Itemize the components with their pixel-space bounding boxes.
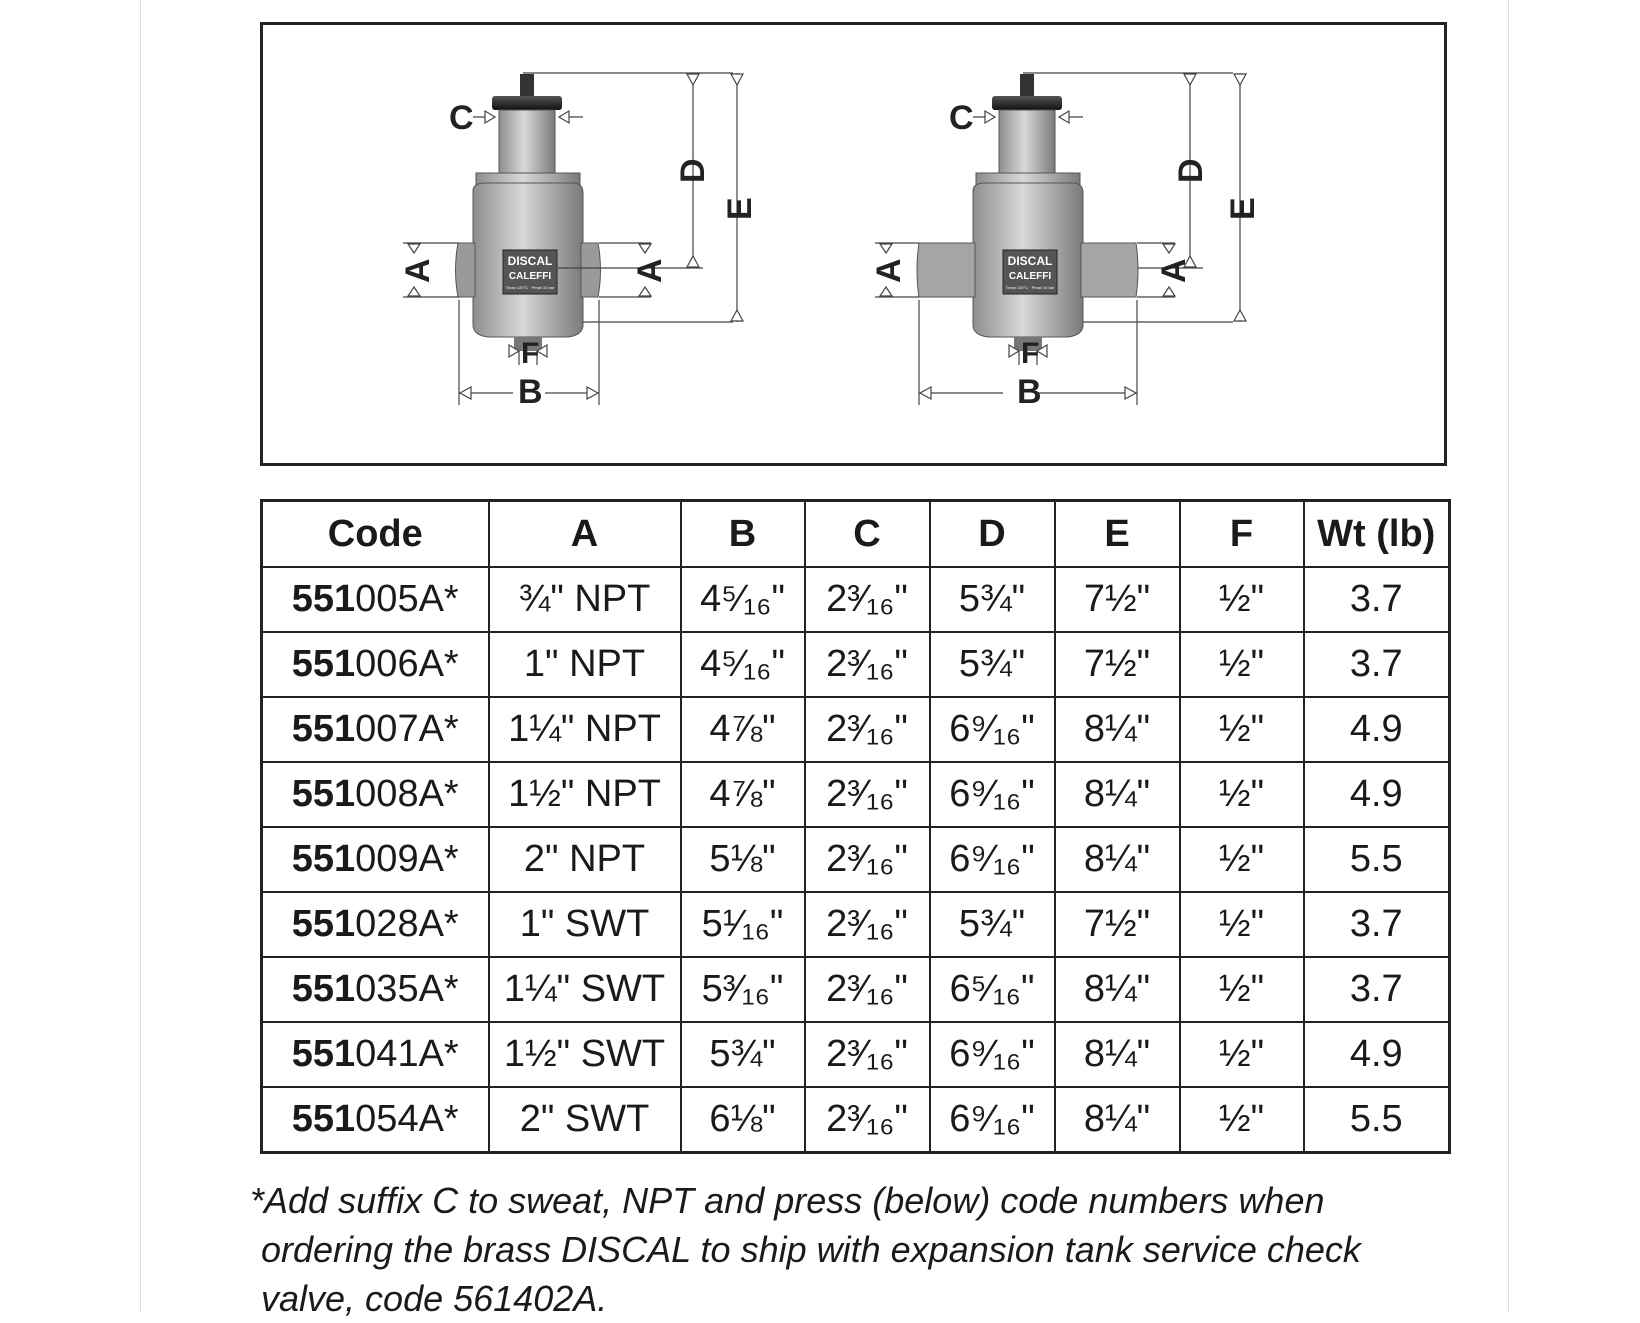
left-thread (456, 243, 476, 297)
cell-weight: 4.9 (1304, 762, 1450, 827)
label-e: E (1224, 197, 1262, 220)
cell-d: 5¾" (930, 632, 1055, 697)
cell-c: 2³⁄₁₆" (805, 957, 930, 1022)
cell-b: 5³⁄₁₆" (681, 957, 805, 1022)
dimension-diagram-svg (263, 25, 1444, 463)
header-b: B (681, 501, 805, 568)
cell-e: 8¼" (1055, 1022, 1180, 1087)
table-row (262, 762, 1450, 827)
cell-a: 1" SWT (489, 892, 681, 957)
badge-product: DISCAL (507, 254, 553, 268)
cell-e: 8¼" (1055, 1087, 1180, 1153)
cell-c: 2³⁄₁₆" (805, 762, 930, 827)
cell-code (262, 762, 489, 827)
cell-e: 8¼" (1055, 957, 1180, 1022)
cell-weight: 3.7 (1304, 892, 1450, 957)
cell-d: 6⁹⁄₁₆" (930, 1087, 1055, 1153)
code-suffix: 028A* (355, 903, 459, 945)
code-prefix: 551 (291, 578, 356, 620)
cell-weight: 3.7 (1304, 957, 1450, 1022)
cell-weight: 3.7 (1304, 567, 1450, 632)
right-thread (581, 243, 601, 297)
cell-c: 2³⁄₁₆" (805, 567, 930, 632)
cell-weight: 5.5 (1304, 1087, 1450, 1153)
cell-c: 2³⁄₁₆" (805, 1087, 930, 1153)
cell-c: 2³⁄₁₆" (805, 697, 930, 762)
cell-d: 6⁹⁄₁₆" (930, 1022, 1055, 1087)
cell-d: 6⁹⁄₁₆" (930, 762, 1055, 827)
badge-maker: CALEFFI (1008, 271, 1052, 282)
cell-weight: 4.9 (1304, 1022, 1450, 1087)
cell-c: 2³⁄₁₆" (805, 892, 930, 957)
cell-f: ½" (1180, 1087, 1304, 1153)
label-f: F (1021, 337, 1040, 370)
cell-e: 7½" (1055, 892, 1180, 957)
footnote (250, 1176, 1450, 1323)
label-c: C (449, 99, 474, 137)
cell-a: ¾" NPT (489, 567, 681, 632)
air-vent-stem (1020, 74, 1034, 96)
cell-a: 1½" NPT (489, 762, 681, 827)
cell-c: 2³⁄₁₆" (805, 827, 930, 892)
cell-b: 5¾" (681, 1022, 805, 1087)
cell-e: 7½" (1055, 632, 1180, 697)
badge-product: DISCAL (1007, 254, 1053, 268)
cell-c: 2³⁄₁₆" (805, 632, 930, 697)
cell-code (262, 697, 489, 762)
cell-a: 1¼" NPT (489, 697, 681, 762)
table-row (262, 632, 1450, 697)
cell-a: 2" SWT (489, 1087, 681, 1153)
cell-f: ½" (1180, 762, 1304, 827)
header-c: C (805, 501, 930, 568)
cell-d: 5¾" (930, 567, 1055, 632)
cell-f: ½" (1180, 632, 1304, 697)
label-f: F (521, 337, 540, 370)
cell-b: 6⅛" (681, 1087, 805, 1153)
header-weight: Wt (lb) (1304, 501, 1450, 568)
table-row (262, 567, 1450, 632)
cell-e: 8¼" (1055, 762, 1180, 827)
table-row (262, 957, 1450, 1022)
cell-code (262, 632, 489, 697)
upper-chamber (499, 110, 555, 173)
code-prefix: 551 (291, 708, 356, 750)
table-row (262, 1087, 1450, 1153)
cell-b: 4⅞" (681, 762, 805, 827)
cell-code (262, 567, 489, 632)
right-sweat-end (1081, 243, 1138, 297)
cell-c: 2³⁄₁₆" (805, 1022, 930, 1087)
header-code: Code (262, 501, 489, 568)
cell-weight: 3.7 (1304, 632, 1450, 697)
code-prefix: 551 (291, 838, 356, 880)
cell-d: 6⁹⁄₁₆" (930, 697, 1055, 762)
vent-cap (992, 96, 1062, 110)
cell-a: 1½" SWT (489, 1022, 681, 1087)
dimension-diagram (260, 22, 1447, 466)
cell-e: 8¼" (1055, 827, 1180, 892)
code-suffix: 006A* (355, 643, 459, 685)
code-suffix: 009A* (355, 838, 459, 880)
table-header-row (262, 501, 1450, 568)
header-a: A (489, 501, 681, 568)
footnote-line-1: *Add suffix C to sweat, NPT and press (below) code numbers when (250, 1180, 1325, 1221)
code-suffix: 007A* (355, 708, 459, 750)
cell-e: 8¼" (1055, 697, 1180, 762)
table-row (262, 697, 1450, 762)
table-row (262, 827, 1450, 892)
cell-d: 5¾" (930, 892, 1055, 957)
cell-a: 1" NPT (489, 632, 681, 697)
code-prefix: 551 (291, 903, 356, 945)
page-edge-right (1508, 0, 1509, 1313)
code-suffix: 041A* (355, 1033, 459, 1075)
left-sweat-end (917, 243, 975, 297)
cell-a: 1¼" SWT (489, 957, 681, 1022)
header-e: E (1055, 501, 1180, 568)
cell-d: 6⁵⁄₁₆" (930, 957, 1055, 1022)
label-b: B (518, 373, 543, 411)
cell-f: ½" (1180, 957, 1304, 1022)
code-suffix: 035A* (355, 968, 459, 1010)
code-prefix: 551 (291, 1033, 356, 1075)
dimension-table (260, 499, 1451, 1154)
code-prefix: 551 (291, 968, 356, 1010)
cell-f: ½" (1180, 892, 1304, 957)
page-edge-left (140, 0, 141, 1313)
cell-code (262, 827, 489, 892)
label-a-right: A (1155, 258, 1193, 283)
cell-weight: 5.5 (1304, 827, 1450, 892)
cell-weight: 4.9 (1304, 697, 1450, 762)
footnote-line-3: valve, code 561402A. (261, 1278, 608, 1319)
label-c: C (949, 99, 974, 137)
code-suffix: 008A* (355, 773, 459, 815)
code-suffix: 005A* (355, 578, 459, 620)
cell-f: ½" (1180, 567, 1304, 632)
footnote-line-2: ordering the brass DISCAL to ship with expansion tank service check (261, 1229, 1361, 1270)
header-f: F (1180, 501, 1304, 568)
badge-rating: Tmax 120°C · Pmax 10 bar (505, 285, 555, 290)
cell-b: 4⅞" (681, 697, 805, 762)
cell-b: 5¹⁄₁₆" (681, 892, 805, 957)
label-a-right: A (631, 258, 669, 283)
cell-f: ½" (1180, 1022, 1304, 1087)
header-d: D (930, 501, 1055, 568)
code-prefix: 551 (291, 1098, 356, 1140)
label-b: B (1017, 373, 1042, 411)
code-suffix: 054A* (355, 1098, 459, 1140)
label-d: D (674, 158, 712, 183)
right-valve-view (870, 73, 1262, 411)
upper-chamber (999, 110, 1055, 173)
label-a-left: A (870, 258, 908, 283)
cell-code (262, 1022, 489, 1087)
vent-cap (492, 96, 562, 110)
cell-code (262, 957, 489, 1022)
cell-f: ½" (1180, 697, 1304, 762)
label-e: E (721, 197, 759, 220)
code-prefix: 551 (291, 643, 356, 685)
badge-rating: Tmax 120°C · Pmax 10 bar (1005, 285, 1055, 290)
cell-d: 6⁹⁄₁₆" (930, 827, 1055, 892)
cell-a: 2" NPT (489, 827, 681, 892)
cell-f: ½" (1180, 827, 1304, 892)
cell-b: 4⁵⁄₁₆" (681, 567, 805, 632)
cell-code (262, 1087, 489, 1153)
label-d: D (1172, 158, 1210, 183)
table-row (262, 892, 1450, 957)
cell-code (262, 892, 489, 957)
cell-b: 5⅛" (681, 827, 805, 892)
code-prefix: 551 (291, 773, 356, 815)
cell-e: 7½" (1055, 567, 1180, 632)
cell-b: 4⁵⁄₁₆" (681, 632, 805, 697)
badge-maker: CALEFFI (508, 271, 552, 282)
air-vent-stem (520, 74, 534, 96)
table-body (262, 567, 1450, 1153)
label-a-left: A (399, 258, 437, 283)
table-row (262, 1022, 1450, 1087)
left-valve-view (399, 73, 759, 411)
